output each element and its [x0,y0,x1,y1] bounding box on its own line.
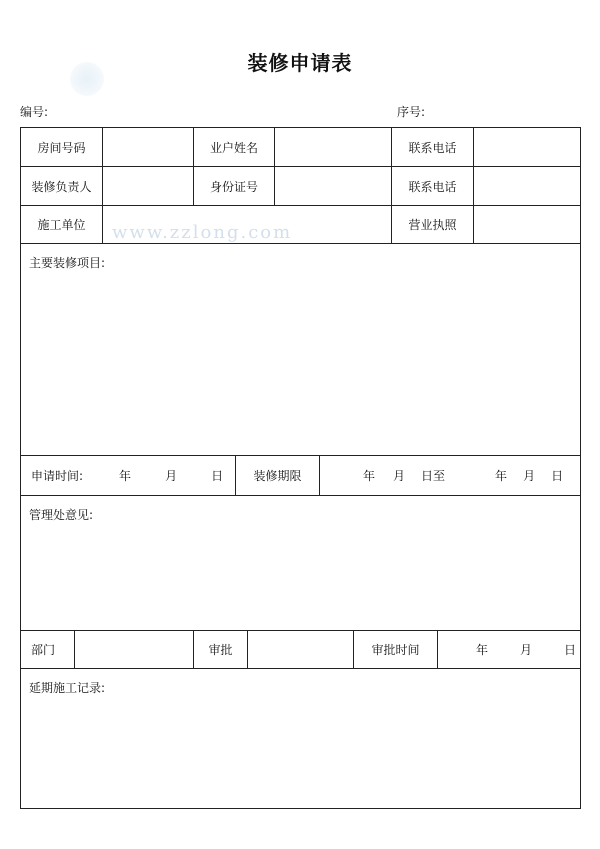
office-opinion-label: 管理处意见: [29,508,94,522]
apply-time-cell[interactable] [21,456,236,495]
apply-year: 年 [119,469,132,483]
period-from-month: 月 [393,469,406,483]
application-form [20,127,581,809]
decor-manager-label: 装修负责人 [21,167,103,205]
approve-year: 年 [476,643,489,657]
period-label: 装修期限 [236,456,320,495]
approve-day: 日 [564,643,577,657]
row-contractor [21,206,580,244]
phone-label-1: 联系电话 [392,128,474,166]
row-dates [21,456,580,496]
period-to-year: 年 [495,469,508,483]
id-no-field[interactable] [275,167,392,205]
owner-name-label: 业户姓名 [194,128,275,166]
approve-month: 月 [520,643,533,657]
row-approval [21,631,580,669]
period-from-day: 日至 [421,469,446,483]
approve-time-label: 审批时间 [354,631,438,668]
period-from-year: 年 [363,469,376,483]
contractor-label: 施工单位 [21,206,103,243]
apply-time-label: 申请时间: [31,469,84,483]
decor-manager-field[interactable] [103,167,194,205]
approve-label: 审批 [194,631,248,668]
dept-field[interactable] [75,631,194,668]
watermark: www.zzlong.com [112,222,293,243]
approve-time-field[interactable] [438,631,580,668]
main-items-section[interactable] [21,244,580,456]
phone-label-2: 联系电话 [392,167,474,205]
period-cell[interactable] [320,456,580,495]
apply-day: 日 [211,469,224,483]
owner-name-field[interactable] [275,128,392,166]
form-title: 装修申请表 [247,51,353,75]
row-room [21,128,580,167]
room-no-field[interactable] [103,128,194,166]
period-to-month: 月 [523,469,536,483]
main-items-label: 主要装修项目: [29,256,106,270]
office-opinion-section[interactable] [21,496,580,631]
approve-field[interactable] [248,631,354,668]
license-label: 营业执照 [392,206,474,243]
dept-label: 部门 [21,631,75,668]
extension-record-label: 延期施工记录: [29,681,106,695]
extension-record-section[interactable] [21,669,580,808]
apply-month: 月 [165,469,178,483]
row-manager [21,167,580,206]
license-field[interactable] [474,206,580,243]
phone-field-2[interactable] [474,167,580,205]
serial-label: 序号: [397,105,426,119]
room-no-label: 房间号码 [21,128,103,166]
phone-field-1[interactable] [474,128,580,166]
period-to-day: 日 [551,469,564,483]
number-label: 编号: [20,105,49,119]
id-no-label: 身份证号 [194,167,275,205]
